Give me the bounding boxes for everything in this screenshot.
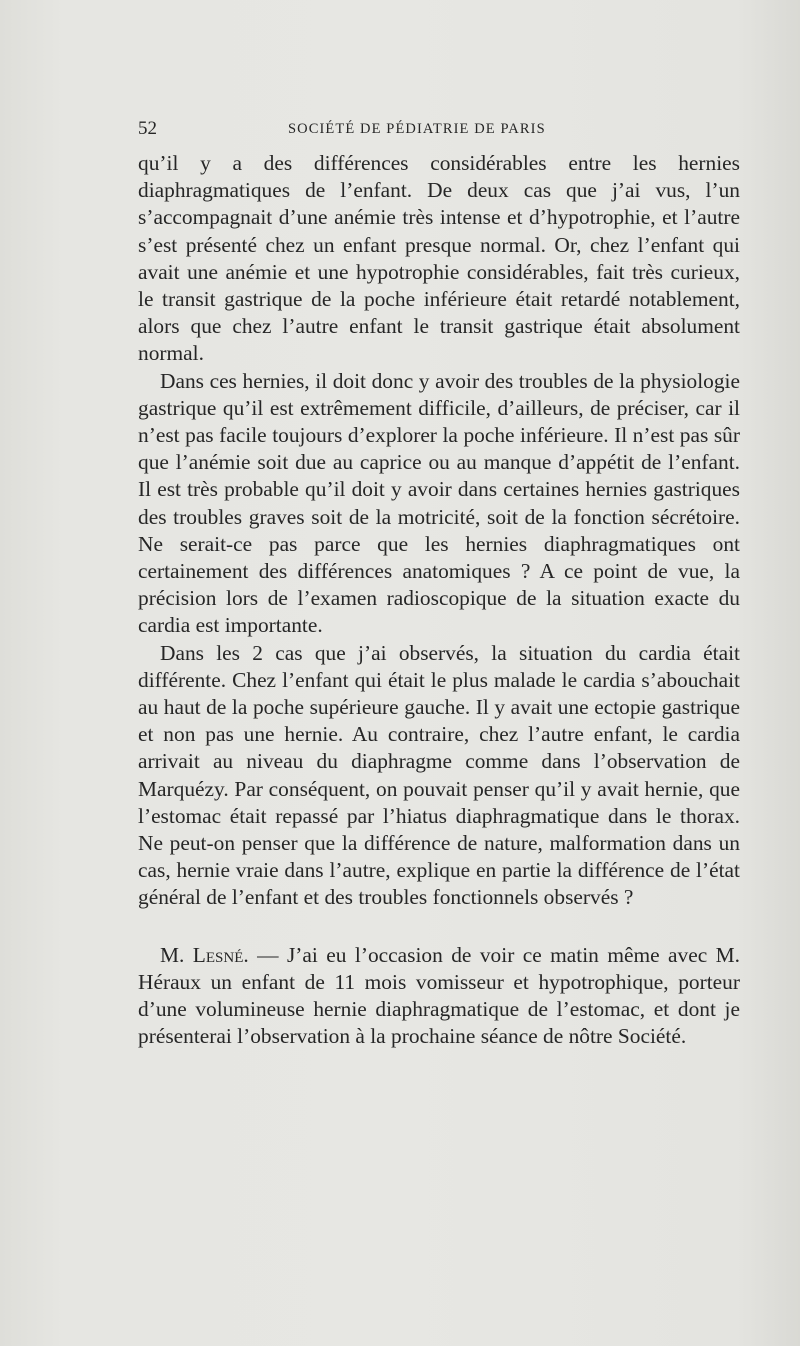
page-header (138, 118, 728, 144)
statement-text: — J’ai eu l’occasion de voir ce matin même avec M. Héraux un enfant de 11 mois vomisseur et hypotrophique, porteur d’une volumineuse hernie diaphragmatique de l’estomac, et dont je présenterai l’observation à la prochaine séance de nôtre Société. (138, 942, 740, 1049)
running-head: SOCIÉTÉ DE PÉDIATRIE DE PARIS (288, 121, 546, 137)
paragraph-3: Dans les 2 cas que j’ai observés, la situation du cardia était différente. Chez l’enfant qui était le plus malade le cardia s’abouchait au haut de la poche supérieure gauche. Il y avait une ectopie gastrique et non pas une hernie. Au contraire, chez l’autre enfant, le cardia arrivait au niveau du diaphragme comme dans l’observation de Marquézy. Par conséquent, on pouvait penser qu’il y avait hernie, que l’estomac était repassé par l’hiatus diaphragmatique dans le thorax. Ne peut-on penser que la différence de nature, malformation dans un cas, hernie vraie dans l’autre, explique en partie la différence de l’état général de l’enfant et des troubles fonctionnels observés ? (138, 640, 740, 910)
lesne-statement (138, 942, 740, 1051)
paragraph-2: Dans ces hernies, il doit donc y avoir des troubles de la physiologie gastrique qu’il est extrêmement difficile, d’ailleurs, de préciser, car il n’est pas facile toujours d’explorer la poche inférieure. Il n’est pas sûr que l’anémie soit due au caprice ou au manque d’appétit de l’enfant. Il est très probable qu’il doit y avoir dans certaines hernies gastriques des troubles graves soit de la motricité, soit de la fonction sécrétoire. Ne serait-ce pas parce que les hernies diaphragmatiques ont certainement des différences anatomiques ? A ce point de vue, la précision lors de l’examen radioscopique de la situation exacte du cardia est importante. (138, 368, 740, 638)
page-body (138, 150, 740, 1051)
speaker-name: M. Lesné. (160, 942, 249, 967)
paragraph-1: qu’il y a des différences considérables entre les hernies diaphragmatiques de l’enfant. De deux cas que j’ai vus, l’un s’accompagnait d’une anémie très intense et d’hypotrophie, et l’autre s’est présenté chez un enfant presque normal. Or, chez l’enfant qui avait une anémie et une hypotrophie considérables, fait très curieux, le transit gastrique de la poche inférieure était retardé notablement, alors que chez l’autre enfant le transit gastrique était absolument normal. (138, 151, 740, 366)
page-number: 52 (138, 118, 157, 139)
